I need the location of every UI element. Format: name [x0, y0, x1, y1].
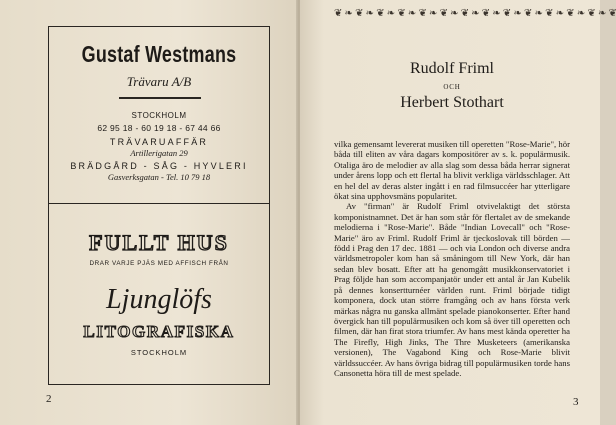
company-name: Gustaf Westmans — [81, 41, 237, 67]
page-number-right: 3 — [573, 396, 579, 408]
westmans-advertisement — [48, 26, 270, 204]
mill-address: Gasverksgatan - Tel. 10 79 18 — [107, 172, 211, 182]
ad-headline: FULLT HUS — [89, 230, 229, 255]
ad-tagline: DRAR VARJE PJÄS MED AFFISCH FRÅN — [89, 260, 229, 267]
mill-label: BRÄDGÅRD - SÅG - HYVLERI — [70, 161, 248, 171]
brand-name: Ljunglöfs — [106, 284, 212, 315]
page-number-left: 2 — [46, 393, 52, 405]
company-subtitle: Trävaru A/B — [126, 74, 192, 89]
paragraph: vilka gemensamt levererat musiken till operetten "Rose-Marie", hör båda till eliten av våra dagars kompositörer av s. k. populärmusik. Otaliga äro de melodier av alla slag som dessa båda herrar signerat under årens lopp och ett flertal ha blivit verkliga världsschlager. Att en hel del av deras alster ingått i en rad filmsuccéer har ytterligare ökat sina upphovsmäns popularitet. — [334, 139, 570, 202]
article-conjunction: OCH — [443, 83, 461, 91]
shop-label: TRÄVARUAFFÄR — [109, 137, 209, 147]
shop-address: Artillerigatan 29 — [130, 148, 188, 158]
ad-city: STOCKHOLM — [131, 111, 187, 120]
article-body — [334, 139, 570, 378]
paragraph: Av "firman" är Rudolf Friml otvivelaktigt det största komponistnamnet. Det är han som står för flertalet av de smekande melodierna i "Rose-Marie". Både "Indian Lovecall" och "Rose-Marie" äro av Friml. Rudolf Friml är tjeckoslovak till börden — född i Prag den 17 dec. 1881 — och via London och diverse andra världsmetropoler kom han så småningom till New York, där han sedan blev bosatt. Efter att ha genomgått musikkonservatoriet i Prag följde han som accompanjatör under ett antal år Jan Kubelik på dennes konsertturnéer världen runt. Friml började tidigt komponera, dock utan större framgång och av hans första verk märkas några nu ganska allmänt spelade pianokonserter. Efter hand övergick han till populärmusiken och kom så över till operetten och filmen, där han firat stora triumfer. Av hans mest kända operetter ha The Firefly, High Jinks, The Thre Musketeers (amerikanska versionen), The Vagabond King och Rose-Marie blivit världssuccéer. Av hans övriga bidrag till populärmusiken torde hans Cansonetta höra till de mest spelade. — [334, 201, 570, 378]
article-title-1: Rudolf Friml — [409, 60, 494, 77]
left-page — [0, 0, 298, 425]
ljunglofs-advertisement — [48, 203, 270, 385]
phone-numbers: 62 95 18 - 60 19 18 - 67 44 66 — [97, 123, 221, 133]
ad-city: STOCKHOLM — [130, 348, 188, 357]
divider-rule — [119, 97, 201, 99]
brand-subtitle: LITOGRAFISKA — [83, 322, 235, 341]
ornament-border: ❦ ❧ ❦ ❧ ❦ ❧ ❦ ❧ ❦ ❧ ❦ ❧ ❦ ❧ ❦ ❧ ❦ ❧ ❦ ❧ ❦ ❧ ❦ ❧ ❦ ❧ ❦ — [334, 8, 616, 19]
article-title-2: Herbert Stothart — [400, 94, 504, 111]
